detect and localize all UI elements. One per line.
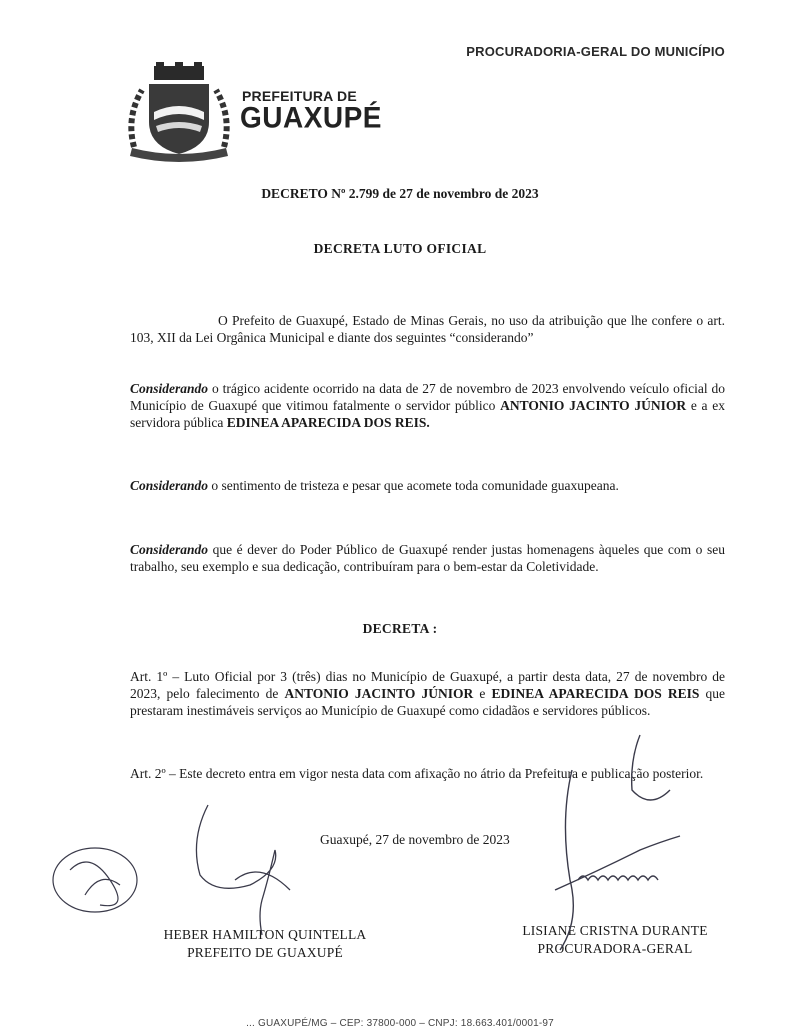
person-name: EDINEA APARECIDA DOS REIS [491, 686, 700, 701]
decree-title: DECRETO Nº 2.799 de 27 de novembro de 2023 [261, 186, 539, 201]
article-text: Art. 1º – Luto Oficial por 3 (três) dias no Município de Guaxupé, a partir desta data, 27 de novembro de 2023, pelo falecimento de [130, 669, 725, 701]
mayor-signature-icon [196, 805, 290, 935]
signatory-role: PROCURADORA-GERAL [537, 941, 693, 956]
signatory-name: LISIANE CRISTNA DURANTE [522, 923, 708, 938]
preamble-paragraph: O Prefeito de Guaxupé, Estado de Minas Gerais, no uso da atribuição que lhe confere o art. 103, XII da Lei Orgânica Municipal e diante dos seguintes “considerando” [130, 313, 725, 345]
place-date: Guaxupé, 27 de novembro de 2023 [320, 832, 510, 847]
article-text: e [473, 686, 492, 701]
considerando-lead: Considerando [130, 478, 209, 493]
considerando-text: o trágico acidente ocorrido na data de 27 de novembro de 2023 envolvendo veículo oficial do Município de Guaxupé que vitimou fatalmente o servidor público [130, 381, 725, 413]
decree-subtitle: DECRETA LUTO OFICIAL [313, 241, 487, 256]
signature-block-mayor [100, 926, 430, 962]
article-text: que prestaram inestimáveis serviços ao Município de Guaxupé como cidadãos e servidores públicos. [130, 686, 725, 718]
person-name: ANTONIO JACINTO JÚNIOR [284, 686, 474, 701]
considerando-paragraph-3 [130, 541, 725, 575]
considerando-lead: Considerando [130, 542, 209, 557]
article-2-paragraph: Art. 2º – Este decreto entra em vigor nesta data com afixação no átrio da Prefeitura e publicação posterior. [130, 766, 704, 781]
logo-text-guaxupe: GUAXUPÉ [240, 101, 382, 134]
signature-block-attorney [480, 922, 750, 958]
footer-address: ... GUAXUPÉ/MG – CEP: 37800-000 – CNPJ: 18.663.401/0001-97 [246, 1018, 554, 1029]
header-organization: PROCURADORIA-GERAL DO MUNICÍPIO [466, 44, 725, 59]
article-1-paragraph [130, 668, 725, 719]
coat-of-arms-icon [124, 62, 234, 162]
considerando-paragraph-1 [130, 380, 725, 431]
person-name: ANTONIO JACINTO JÚNIOR [500, 398, 687, 413]
considerando-text: o sentimento de tristeza e pesar que acomete toda comunidade guaxupeana. [208, 478, 619, 493]
signatory-name: HEBER HAMILTON QUINTELLA [163, 927, 367, 942]
logo-text-prefeitura: PREFEITURA DE [242, 88, 357, 104]
signatory-role: PREFEITO DE GUAXUPÉ [187, 945, 343, 960]
stamp-scribble-icon [53, 848, 137, 912]
decreta-heading: DECRETA : [362, 621, 438, 636]
considerando-text: e a ex servidora pública [130, 398, 725, 430]
person-name: EDINEA APARECIDA DOS REIS. [226, 415, 430, 430]
considerando-lead: Considerando [130, 381, 209, 396]
considerando-paragraph-2 [130, 477, 725, 494]
considerando-text: que é dever do Poder Público de Guaxupé render justas homenagens àqueles que com o seu trabalho, seu exemplo e sua dedicação, contribuíram para o bem-estar da Coletividade. [130, 542, 725, 574]
